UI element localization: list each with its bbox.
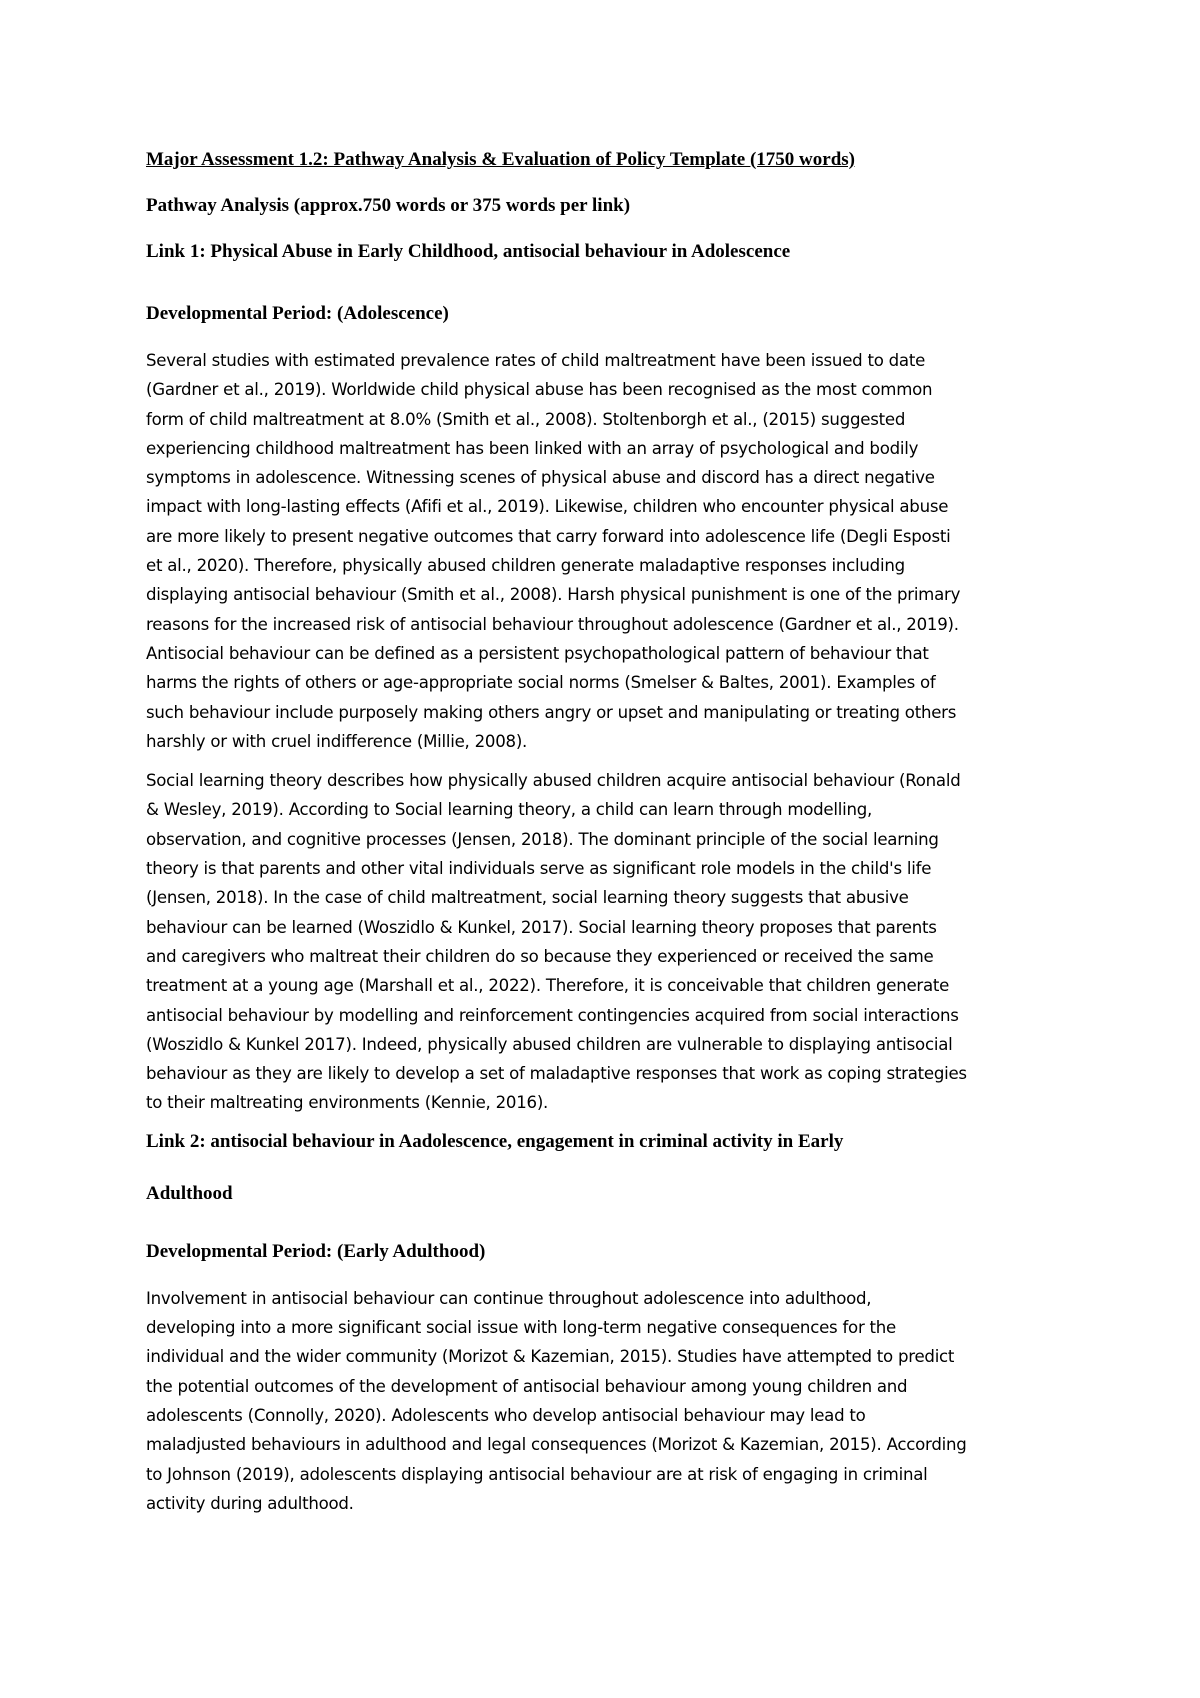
text-line: behaviour as they are likely to develop a set of maladaptive responses that work as coping strategies [146,1064,967,1084]
text-line: form of child maltreatment at 8.0% (Smith et al., 2008). Stoltenborgh et al., (2015) suggested [146,409,906,429]
link1-paragraph-2 [146,766,1066,1118]
document-body [146,146,1066,1528]
text-line: such behaviour include purposely making others angry or upset and manipulating or treating others [146,702,957,722]
text-line: harms the rights of others or age-appropriate social norms (Smelser & Baltes, 2001). Examples of [146,673,936,693]
text-line: & Wesley, 2019). According to Social learning theory, a child can learn through modelling, [146,800,873,820]
text-line: the potential outcomes of the development of antisocial behaviour among young children and [146,1376,908,1396]
link1-period-heading: Developmental Period: (Adolescence) [146,303,449,324]
text-line: maladjusted behaviours in adulthood and legal consequences (Morizot & Kazemian, 2015). According [146,1435,967,1455]
text-line: and caregivers who maltreat their children do so because they experienced or received the same [146,946,934,966]
text-line: (Jensen, 2018). In the case of child maltreatment, social learning theory suggests that abusive [146,888,909,908]
text-line: activity during adulthood. [146,1493,354,1513]
text-line: harshly or with cruel indifference (Millie, 2008). [146,731,528,751]
text-line: Social learning theory describes how physically abused children acquire antisocial behaviour (Ronald [146,771,961,791]
text-line: experiencing childhood maltreatment has been linked with an array of psychological and bodily [146,438,919,458]
text-line: reasons for the increased risk of antisocial behaviour throughout adolescence (Gardner et al., 2019). [146,614,959,634]
text-line: behaviour can be learned (Woszidlo & Kunkel, 2017). Social learning theory proposes that parents [146,917,937,937]
link2-heading-line-1: Link 2: antisocial behaviour in Aadolescence, engagement in criminal activity in Early [146,1130,844,1152]
document-title: Major Assessment 1.2: Pathway Analysis & Evaluation of Policy Template (1750 words) [146,149,855,170]
text-line: adolescents (Connolly, 2020). Adolescents who develop antisocial behaviour may lead to [146,1405,866,1425]
link1-paragraph-1 [146,346,1066,756]
text-line: observation, and cognitive processes (Jensen, 2018). The dominant principle of the social learning [146,829,939,849]
text-line: developing into a more significant social issue with long-term negative consequences for the [146,1318,897,1338]
text-line: Antisocial behaviour can be defined as a persistent psychopathological pattern of behaviour that [146,643,929,663]
text-line: antisocial behaviour by modelling and reinforcement contingencies acquired from social interactions [146,1005,959,1025]
text-line: et al., 2020). Therefore, physically abused children generate maladaptive responses including [146,556,905,576]
link2-period-heading: Developmental Period: (Early Adulthood) [146,1240,486,1262]
text-line: treatment at a young age (Marshall et al., 2022). Therefore, it is conceivable that children generate [146,976,950,996]
document-subtitle: Pathway Analysis (approx.750 words or 375 words per link) [146,195,631,216]
text-line: Involvement in antisocial behaviour can continue throughout adolescence into adulthood, [146,1288,872,1308]
text-line: (Gardner et al., 2019). Worldwide child physical abuse has been recognised as the most common [146,380,933,400]
link1-heading: Link 1: Physical Abuse in Early Childhood, antisocial behaviour in Adolescence [146,241,791,262]
text-line: to Johnson (2019), adolescents displaying antisocial behaviour are at risk of engaging in criminal [146,1464,928,1484]
text-line: to their maltreating environments (Kennie, 2016). [146,1093,549,1113]
text-line: (Woszidlo & Kunkel 2017). Indeed, physically abused children are vulnerable to displaying antisocial [146,1034,953,1054]
text-line: individual and the wider community (Morizot & Kazemian, 2015). Studies have attempted to predict [146,1347,955,1367]
link2-paragraph-1 [146,1284,1066,1518]
text-line: are more likely to present negative outcomes that carry forward into adolescence life (Degli Esposti [146,526,951,546]
text-line: theory is that parents and other vital individuals serve as significant role models in the child's life [146,859,932,879]
text-line: Several studies with estimated prevalence rates of child maltreatment have been issued to date [146,351,926,370]
link2-heading-line-2: Adulthood [146,1182,233,1204]
text-line: displaying antisocial behaviour (Smith et al., 2008). Harsh physical punishment is one of the primary [146,585,961,605]
text-line: impact with long-lasting effects (Afifi et al., 2019). Likewise, children who encounter physical abuse [146,497,949,517]
text-line: symptoms in adolescence. Witnessing scenes of physical abuse and discord has a direct negative [146,468,935,488]
